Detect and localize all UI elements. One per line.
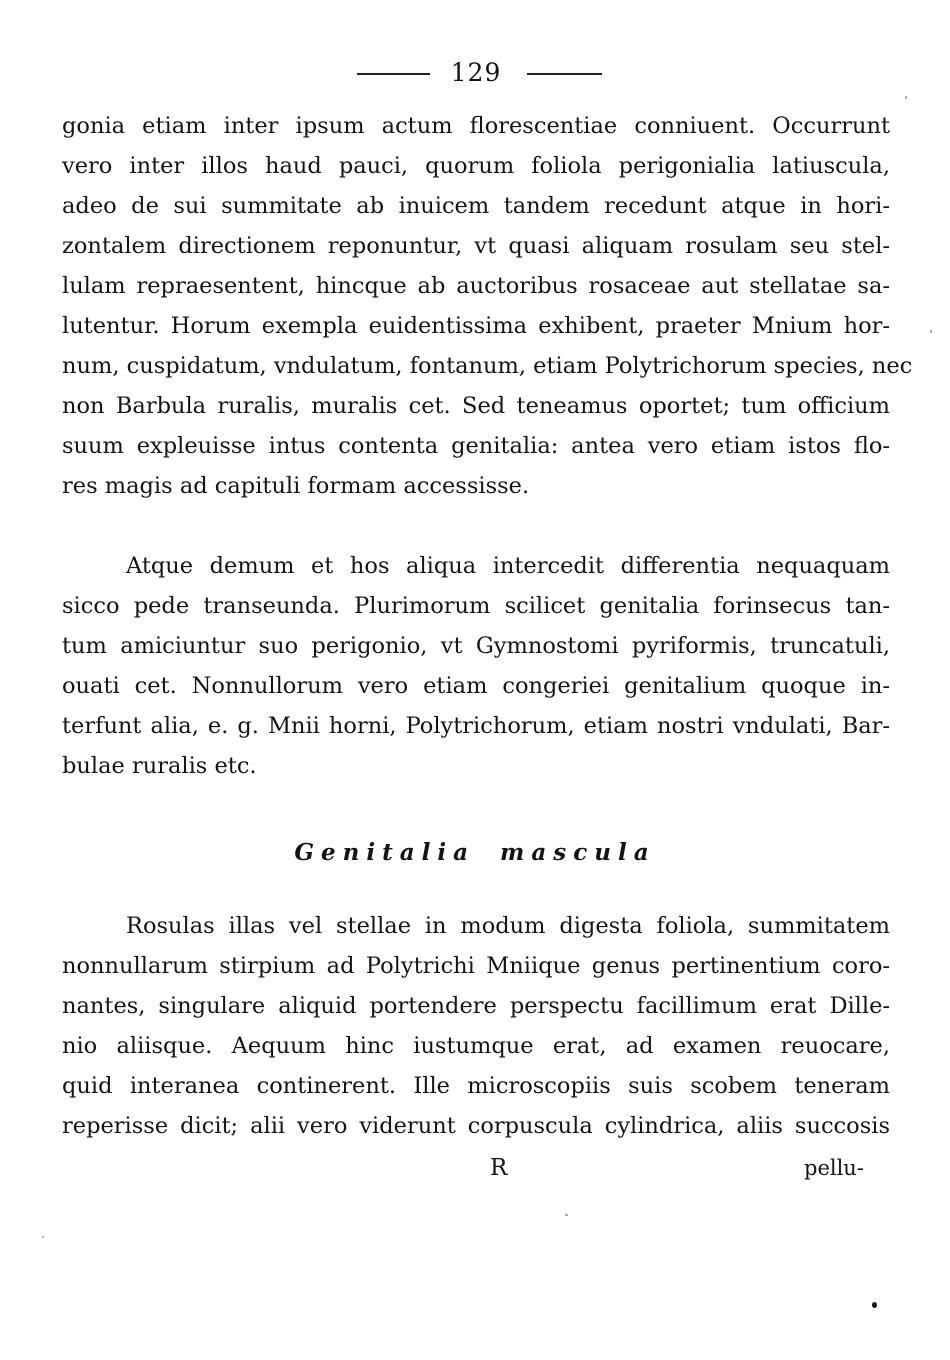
paper-speck	[905, 96, 907, 99]
text-line: suum expleuisse intus contenta genitalia: antea vero etiam istos flo-	[62, 433, 890, 459]
catchword: pellu-	[804, 1156, 864, 1180]
text-line: lulam repraesentent, hincque ab auctoribus rosaceae aut stellatae sa-	[62, 273, 890, 299]
text-line: nio aliisque. Aequum hinc iustumque erat, ad examen reuocare,	[62, 1033, 890, 1059]
text-line: Rosulas illas vel stellae in modum digesta foliola, summitatem	[126, 913, 890, 939]
text-line: lutentur. Horum exempla euidentissima exhibent, praeter Mnium hor-	[62, 313, 890, 339]
text-line: nantes, singulare aliquid portendere perspectu facillimum erat Dille-	[62, 993, 890, 1019]
section-heading: Genitalia mascula	[294, 839, 656, 866]
text-line: quid interanea continerent. Ille microscopiis suis scobem teneram	[62, 1073, 890, 1099]
text-line: num, cuspidatum, vndulatum, fontanum, etiam Polytrichorum species, nec	[62, 353, 913, 379]
text-line: bulae ruralis etc.	[62, 753, 257, 779]
text-line: zontalem directionem reponuntur, vt quasi aliquam rosulam seu stel-	[62, 233, 890, 259]
text-line: vero inter illos haud pauci, quorum foliola perigonialia latiuscula,	[62, 153, 890, 179]
paper-speck	[42, 1236, 44, 1238]
header-rule-left	[357, 73, 430, 75]
text-line: reperisse dicit; alii vero viderunt corpuscula cylindrica, aliis succosis	[62, 1113, 890, 1139]
text-line: Atque demum et hos aliqua intercedit differentia nequaquam	[126, 553, 890, 579]
text-line: adeo de sui summitate ab inuicem tandem recedunt atque in hori-	[62, 193, 890, 219]
text-line: res magis ad capituli formam accessisse.	[62, 473, 530, 499]
text-line: tum amiciuntur suo perigonio, vt Gymnostomi pyriformis, truncatuli,	[62, 633, 890, 659]
text-line: ouati cet. Nonnullorum vero etiam congeriei genitalium quoque in-	[62, 673, 890, 699]
paper-speck	[930, 330, 932, 333]
text-line: nonnullarum stirpium ad Polytrichi Mniique genus pertinentium coro-	[62, 953, 890, 979]
page-header	[0, 56, 950, 96]
header-rule-right	[527, 73, 602, 75]
text-line: sicco pede transeunda. Plurimorum scilicet genitalia forinsecus tan-	[62, 593, 890, 619]
page-number: 129	[450, 58, 502, 87]
ink-blot	[872, 1302, 877, 1308]
paper-speck	[565, 1214, 568, 1216]
signature-mark: R	[490, 1155, 508, 1181]
text-line: gonia etiam inter ipsum actum florescentiae conniuent. Occurrunt	[62, 113, 890, 139]
text-line: non Barbula ruralis, muralis cet. Sed teneamus oportet; tum officium	[62, 393, 890, 419]
text-line: terfunt alia, e. g. Mnii horni, Polytrichorum, etiam nostri vndulati, Bar-	[62, 713, 890, 739]
